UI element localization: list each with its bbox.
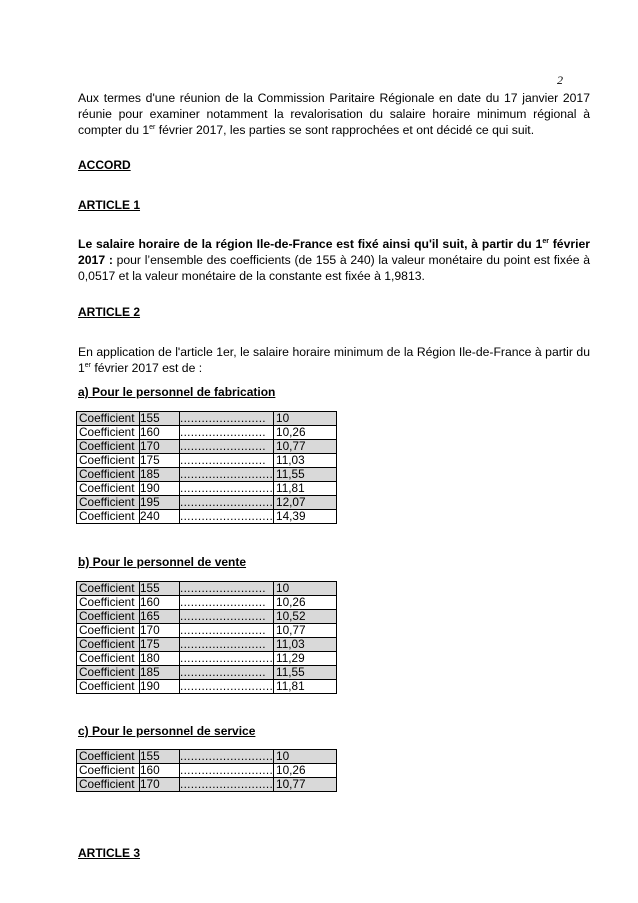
coefficient-label: Coefficient <box>77 624 140 638</box>
page-number: 2 <box>557 73 563 87</box>
coefficient-number: 190 <box>140 482 180 496</box>
article1-heading: ARTICLE 1 <box>78 198 141 212</box>
coefficient-label: Coefficient <box>77 680 140 694</box>
coefficient-label: Coefficient <box>77 596 140 610</box>
coefficient-number: 170 <box>140 440 180 454</box>
coefficient-number: 175 <box>140 454 180 468</box>
dot-leader: ........................ <box>180 610 274 624</box>
coefficient-label: Coefficient <box>77 454 140 468</box>
coefficient-number: 185 <box>140 666 180 680</box>
table-row <box>77 596 337 610</box>
table-row <box>77 412 337 426</box>
hourly-wage-value: 10,26 <box>274 426 337 440</box>
dot-leader: .......................... <box>180 651 274 665</box>
article1-bold-2: février 2017 : <box>78 237 591 267</box>
hourly-wage-value: 11,81 <box>274 680 337 694</box>
coefficient-number: 170 <box>140 778 180 792</box>
coefficient-label: Coefficient <box>77 426 140 440</box>
article2-sup: er <box>84 362 92 369</box>
dot-leader: ........................ <box>180 440 274 454</box>
table-row <box>77 764 337 778</box>
coefficient-number: 165 <box>140 610 180 624</box>
intro-text-1: Aux termes d'une réunion de la Commission Paritaire Régionale en date du 17 janvier 2017 réunie pour examiner notamment la revalorisation du salaire horaire minimum régional à compter du 1 <box>78 91 590 137</box>
dot-leader: ........................ <box>180 412 274 426</box>
coefficient-number: 190 <box>140 680 180 694</box>
dot-leader: ........................ <box>180 624 274 638</box>
accord-heading: ACCORD <box>78 158 131 172</box>
table-row <box>77 454 337 468</box>
dot-leader: .......................... <box>180 481 274 495</box>
table-row <box>77 426 337 440</box>
table-row <box>77 750 337 764</box>
hourly-wage-value: 12,07 <box>274 496 337 510</box>
table-row <box>77 482 337 496</box>
article2-paragraph <box>78 344 590 376</box>
hourly-wage-value: 10,77 <box>274 778 337 792</box>
table-row <box>77 624 337 638</box>
dot-leader: ........................ <box>180 454 274 468</box>
article2-text-2: février 2017 est de : <box>91 361 203 375</box>
table-row <box>77 582 337 596</box>
table-row <box>77 680 337 694</box>
hourly-wage-value: 10,26 <box>274 764 337 778</box>
dot-leader: ........................ <box>180 666 274 680</box>
coefficient-number: 155 <box>140 750 180 764</box>
hourly-wage-value: 11,55 <box>274 666 337 680</box>
coefficient-label: Coefficient <box>77 652 140 666</box>
article1-paragraph <box>78 236 590 284</box>
coefficient-label: Coefficient <box>77 510 140 524</box>
dot-leader: ........................ <box>180 426 274 440</box>
hourly-wage-value: 11,03 <box>274 638 337 652</box>
article2-heading: ARTICLE 2 <box>78 305 141 319</box>
coefficient-number: 175 <box>140 638 180 652</box>
table-row <box>77 510 337 524</box>
coefficient-label: Coefficient <box>77 482 140 496</box>
table-row <box>77 440 337 454</box>
table-row <box>77 666 337 680</box>
hourly-wage-value: 10,52 <box>274 610 337 624</box>
hourly-wage-value: 10 <box>274 412 337 426</box>
dot-leader: .......................... <box>180 763 274 777</box>
coefficient-label: Coefficient <box>77 496 140 510</box>
hourly-wage-value: 11,29 <box>274 652 337 666</box>
coefficient-label: Coefficient <box>77 468 140 482</box>
table-a-heading: a) Pour le personnel de fabrication <box>78 385 276 399</box>
hourly-wage-value: 11,03 <box>274 454 337 468</box>
dot-leader: .......................... <box>180 679 274 693</box>
table-row <box>77 468 337 482</box>
coefficient-label: Coefficient <box>77 412 140 426</box>
table-vente <box>76 581 337 694</box>
coefficient-number: 195 <box>140 496 180 510</box>
dot-leader: .......................... <box>180 777 274 791</box>
dot-leader: .......................... <box>180 509 274 523</box>
coefficient-label: Coefficient <box>77 638 140 652</box>
intro-sup: er <box>149 124 156 131</box>
hourly-wage-value: 10 <box>274 582 337 596</box>
coefficient-number: 180 <box>140 652 180 666</box>
table-row <box>77 638 337 652</box>
table-row <box>77 610 337 624</box>
article1-bold-1: Le salaire horaire de la région Ile-de-France est fixé ainsi qu'il suit, à partir du 1 <box>78 237 543 251</box>
coefficient-label: Coefficient <box>77 750 140 764</box>
coefficient-number: 155 <box>140 582 180 596</box>
table-c-heading: c) Pour le personnel de service <box>78 724 256 738</box>
hourly-wage-value: 11,55 <box>274 468 337 482</box>
hourly-wage-value: 10,26 <box>274 596 337 610</box>
coefficient-number: 170 <box>140 624 180 638</box>
article3-heading: ARTICLE 3 <box>78 846 141 860</box>
table-service <box>76 749 337 792</box>
coefficient-label: Coefficient <box>77 778 140 792</box>
dot-leader: .......................... <box>180 749 274 763</box>
hourly-wage-value: 10,77 <box>274 440 337 454</box>
dot-leader: ........................ <box>180 638 274 652</box>
intro-text-2: février 2017, les parties se sont rapprochées et ont décidé ce qui suit. <box>155 123 535 137</box>
coefficient-number: 160 <box>140 764 180 778</box>
coefficient-label: Coefficient <box>77 582 140 596</box>
coefficient-number: 240 <box>140 510 180 524</box>
article1-rest: pour l’ensemble des coefficients (de 155 à 240) la valeur monétaire du point est fixée à 0,0517 et la valeur monétaire de la constante est fixée à 1,9813. <box>78 253 590 283</box>
coefficient-label: Coefficient <box>77 764 140 778</box>
dot-leader: .......................... <box>180 495 274 509</box>
coefficient-number: 160 <box>140 596 180 610</box>
article2-text-1: En application de l'article 1er, le salaire horaire minimum de la Région Ile-de-France à partir du 1 <box>78 345 590 375</box>
hourly-wage-value: 10,77 <box>274 624 337 638</box>
coefficient-number: 160 <box>140 426 180 440</box>
coefficient-label: Coefficient <box>77 610 140 624</box>
table-row <box>77 652 337 666</box>
hourly-wage-value: 11,81 <box>274 482 337 496</box>
intro-paragraph <box>78 90 590 138</box>
table-fabrication <box>76 411 337 524</box>
dot-leader: ........................ <box>180 596 274 610</box>
article1-sup: er <box>542 238 549 245</box>
coefficient-number: 185 <box>140 468 180 482</box>
hourly-wage-value: 10 <box>274 750 337 764</box>
dot-leader: ........................ <box>180 582 274 596</box>
hourly-wage-value: 14,39 <box>274 510 337 524</box>
dot-leader: .......................... <box>180 467 274 481</box>
coefficient-label: Coefficient <box>77 666 140 680</box>
coefficient-label: Coefficient <box>77 440 140 454</box>
table-b-heading: b) Pour le personnel de vente <box>78 555 247 569</box>
coefficient-number: 155 <box>140 412 180 426</box>
table-row <box>77 496 337 510</box>
table-row <box>77 778 337 792</box>
